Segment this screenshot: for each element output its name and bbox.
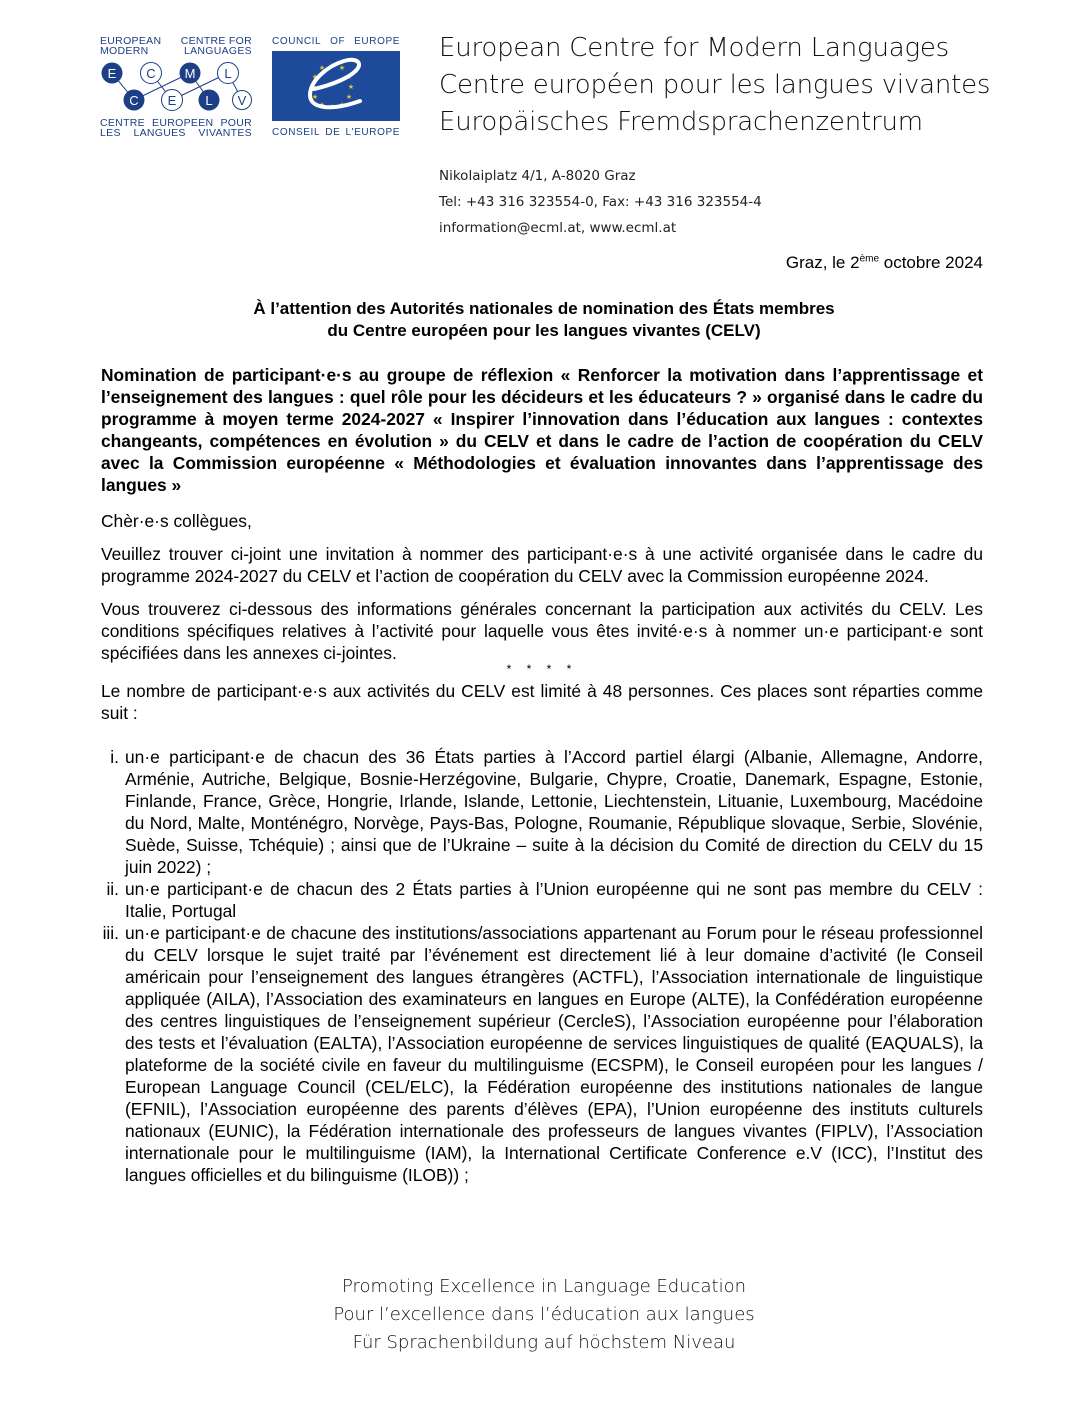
coe-caption-word: EUROPE	[354, 36, 400, 47]
letter-date	[786, 253, 983, 273]
svg-text:C: C	[129, 93, 139, 108]
street-address: Nikolaiplatz 4/1, A-8020 Graz	[439, 168, 636, 184]
ecml-caption-word: LES	[100, 127, 121, 139]
list-item-number: i.	[110, 747, 119, 767]
org-name-german: Europäisches Fremdsprachenzentrum	[439, 107, 923, 137]
date-suffix: octobre 2024	[879, 253, 983, 272]
ecml-logo-caption-bottom-2	[100, 128, 252, 138]
attention-line-2: du Centre européen pour les langues vivantes (CELV)	[327, 321, 761, 340]
footer-slogans	[0, 1273, 1088, 1357]
ecml-letter-circles-icon	[100, 58, 252, 116]
body-paragraph-2: Vous trouverez ci-dessous des informations générales concernant la participation aux activités du CELV. Les conditions spécifiques relatives à l’activité pour laquelle vous êtes invité·e·s à nommer un·e participant·e sont spécifiées dans les annexes ci-jointes.	[101, 599, 983, 663]
body-paragraph-3: Le nombre de participant·e·s aux activités du CELV est limité à 48 personnes. Ces places sont réparties comme suit :	[101, 681, 983, 723]
ecml-caption-word: LANGUAGES	[183, 45, 252, 57]
svg-text:★: ★	[345, 93, 353, 101]
svg-text:★: ★	[347, 83, 355, 91]
council-of-europe-logo	[272, 36, 400, 138]
org-name-english: European Centre for Modern Languages	[439, 33, 949, 63]
address-block	[439, 163, 762, 241]
list-item	[106, 878, 983, 922]
ecml-caption-word: MODERN	[100, 45, 149, 57]
svg-text:M: M	[184, 66, 196, 81]
date-superscript: ème	[859, 253, 880, 265]
slogan-german: Für Sprachenbildung auf höchstem Niveau	[352, 1332, 736, 1353]
svg-text:★: ★	[311, 93, 319, 101]
ecml-caption-word: VIVANTES	[198, 127, 252, 139]
ecml-logo-caption-top-2	[100, 46, 252, 56]
body-paragraph-1: Veuillez trouver ci-joint une invitation à nommer des participant·e·s à une activité organisée dans le cadre du programme 2024-2027 du CELV et l’action de coopération du CELV avec la Commission européenne 2024.	[101, 544, 983, 586]
svg-text:L: L	[224, 66, 232, 81]
coe-caption-word: CONSEIL	[272, 127, 321, 138]
list-item	[102, 922, 983, 1186]
coe-caption-word: DE	[325, 127, 341, 138]
svg-text:E: E	[107, 66, 117, 81]
attention-heading	[100, 298, 988, 342]
salutation: Chèr·e·s collègues,	[101, 511, 252, 531]
svg-text:★: ★	[309, 83, 317, 91]
organization-names	[439, 30, 990, 141]
list-item-number: iii.	[102, 923, 119, 943]
svg-text:★: ★	[338, 64, 346, 72]
svg-text:★: ★	[345, 73, 353, 81]
svg-text:★: ★	[338, 101, 346, 109]
svg-text:E: E	[167, 93, 177, 108]
ecml-caption-word: CENTRE	[100, 117, 145, 129]
coe-caption-word: L'EUROPE	[345, 127, 400, 138]
svg-text:★: ★	[328, 62, 336, 70]
letter-body	[101, 364, 983, 1186]
list-item-text: un·e participant·e de chacun des 36 États parties à l’Accord partiel élargi (Albanie, Allemagne, Andorre, Arménie, Autriche, Belgique, Bosnie-Herzégovine, Bulgarie, Chypre, Croatie, Danemark, Espagne, Estonie, Finlande, France, Grèce, Hongrie, Irlande, Islande, Lettonie, Liechtenstein, Lituanie, Luxembourg, Macédoine du Nord, Malte, Monténégro, Norvège, Pays-Bas, Pologne, Roumanie, République slovaque, Serbie, Slovénie, Suède, Suisse, Tchéquie) ; ainsi que de l’Ukraine – suite à la décision du Comité de direction du CELV du 15 juin 2022) ;	[125, 747, 983, 877]
ecml-caption-word: EUROPEEN	[152, 117, 214, 129]
svg-text:★: ★	[328, 103, 336, 111]
list-item-text: un·e participant·e de chacun des 2 États parties à l’Union européenne qui ne sont pas membre du CELV : Italie, Portugal	[125, 879, 983, 921]
ecml-caption-word: EUROPEAN	[100, 35, 162, 47]
org-name-french: Centre européen pour les langues vivantes	[439, 70, 991, 100]
ecml-caption-word: POUR	[220, 117, 252, 129]
attention-line-1: À l’attention des Autorités nationales de nomination des États membres	[253, 299, 835, 318]
slogan-french: Pour l’excellence dans l’éducation aux langues	[333, 1304, 755, 1325]
phone-fax: Tel: +43 316 323554-0, Fax: +43 316 323554-4	[439, 194, 762, 210]
date-prefix: Graz, le 2	[785, 253, 860, 272]
svg-text:★: ★	[311, 73, 319, 81]
svg-text:C: C	[146, 66, 156, 81]
coe-caption-top	[272, 36, 400, 47]
list-item-number: ii.	[106, 879, 119, 899]
svg-text:★: ★	[318, 64, 326, 72]
list-item	[110, 746, 983, 878]
ecml-caption-word: LANGUES	[133, 127, 186, 139]
section-separator: * * * *	[506, 662, 578, 676]
svg-text:★: ★	[318, 101, 326, 109]
slogan-english: Promoting Excellence in Language Education	[342, 1276, 746, 1297]
svg-text:V: V	[237, 93, 247, 108]
subject-paragraph: Nomination de participant·e·s au groupe de réflexion « Renforcer la motivation dans l’apprentissage et l’enseignement des langues : quel rôle pour les décideurs et les éducateurs ? » organisé dans le cadre du programme à moyen terme 2024-2027 « Inspirer l’innovation dans l’éducation aux langues : contextes changeants, compétences en évolution » du CELV et dans le cadre de l’action de coopération du CELV avec la Commission européenne « Méthodologies et évaluation innovantes dans l’apprentissage des langues »	[101, 365, 983, 495]
ecml-caption-word: CENTRE FOR	[180, 35, 252, 47]
list-item-text: un·e participant·e de chacune des institutions/associations appartenant au Forum pour le réseau professionnel du CELV lorsque le sujet traité par l’événement est directement lié à leur domaine d’activité (le Conseil américain pour l’enseignement des langues étrangères (ACTFL), l’Association internationale de linguistique appliquée (AILA), l’Association des examinateurs en langues en Europe (ALTE), la Confédération européenne des centres linguistiques de l’enseignement supérieur (CercleS), l’Association européenne pour l’élaboration des tests et l’évaluation (EALTA), l’Association européenne de services linguistiques de qualité (EAQUALS), la plateforme de la société civile en faveur du multilinguisme (ECSPM), le Conseil européen pour les langues / European Language Council (CEL/ELC), la Fédération européenne des institutions nationales de langue (EFNIL), l’Association européenne des parents d’élèves (EPA), l’Union européenne des instituts culturels nationaux (EUNIC), la Fédération internationale des professeurs de langues vivantes (FIPLV), l’Association internationale pour le multilinguisme (IAM), la International Certificate Conference e.V (ICC), l’Institut des langues officielles et du bilinguisme (ILOB)) ;	[125, 923, 983, 1185]
svg-text:L: L	[205, 93, 213, 108]
coe-flag-icon	[272, 51, 400, 121]
coe-caption-bottom	[272, 127, 400, 138]
coe-caption-word: COUNCIL	[272, 36, 322, 47]
participant-allocation-list	[101, 746, 983, 1186]
coe-caption-word: OF	[330, 36, 346, 47]
ecml-logo	[100, 36, 252, 138]
email-website: information@ecml.at, www.ecml.at	[439, 220, 677, 236]
